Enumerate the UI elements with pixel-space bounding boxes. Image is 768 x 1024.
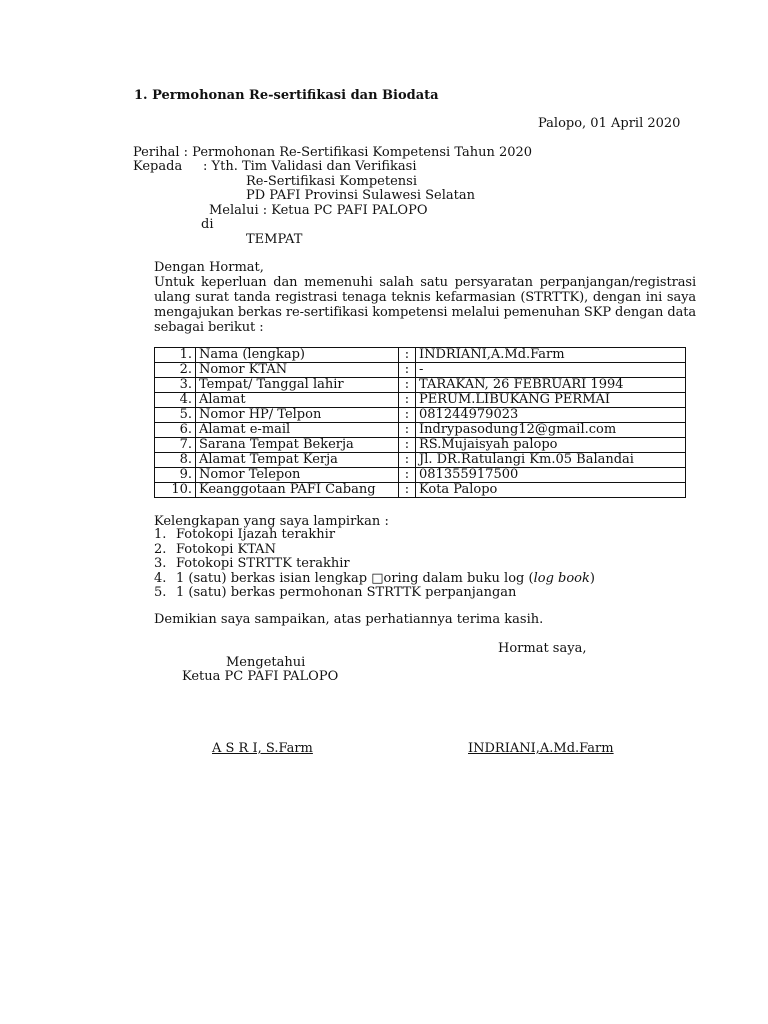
- row-separator: :: [399, 468, 416, 483]
- list-item-number: 4.: [154, 570, 167, 586]
- list-item-suffix: ): [589, 570, 595, 586]
- list-item-italic: log book: [533, 570, 590, 586]
- recipient-line-1: : Yth. Tim Validasi dan Verifikasi: [203, 159, 417, 174]
- row-value: -: [416, 363, 686, 378]
- row-label: Keanggotaan PAFI Cabang: [196, 483, 399, 498]
- attachments-title: Kelengkapan yang saya lampirkan :: [154, 514, 389, 529]
- row-number: 7.: [155, 438, 196, 453]
- list-item: [154, 586, 595, 601]
- list-item-text: Fotokopi STRTTK terakhir: [176, 556, 350, 571]
- row-value: 081355917500: [416, 468, 686, 483]
- row-separator: :: [399, 348, 416, 363]
- chair-title: Ketua PC PAFI PALOPO: [182, 669, 339, 684]
- list-item-number: 3.: [154, 556, 167, 571]
- row-number: 10.: [155, 483, 196, 498]
- table-row: [155, 483, 686, 498]
- table-row: [155, 378, 686, 393]
- row-label: Tempat/ Tanggal lahir: [196, 378, 399, 393]
- di-line: di: [201, 217, 214, 232]
- closing-sentence: Demikian saya sampaikan, atas perhatiannya terima kasih.: [154, 612, 544, 627]
- row-value: Indrypasodung12@gmail.com: [416, 423, 686, 438]
- recipient-line-3: PD PAFI Provinsi Sulawesi Selatan: [246, 188, 475, 203]
- table-row: [155, 468, 686, 483]
- list-item-text: Fotokopi Ijazah terakhir: [176, 527, 336, 542]
- row-value: INDRIANI,A.Md.Farm: [416, 348, 686, 363]
- row-value: 081244979023: [416, 408, 686, 423]
- section-heading: 1. Permohonan Re-sertifikasi dan Biodata: [134, 88, 439, 103]
- row-value: RS.Mujaisyah palopo: [416, 438, 686, 453]
- list-item-number: 5.: [154, 585, 167, 600]
- list-item: [154, 557, 595, 572]
- recipient-line-2: Re-Sertifikasi Kompetensi: [246, 174, 417, 189]
- row-separator: :: [399, 378, 416, 393]
- letter-subject: Perihal : Permohonan Re-Sertifikasi Kompetensi Tahun 2020: [133, 145, 533, 160]
- row-separator: :: [399, 363, 416, 378]
- row-separator: :: [399, 408, 416, 423]
- row-number: 6.: [155, 423, 196, 438]
- via-line: Melalui : Ketua PC PAFI PALOPO: [209, 203, 428, 218]
- row-separator: :: [399, 438, 416, 453]
- intro-paragraph: Untuk keperluan dan memenuhi salah satu persyaratan perpanjangan/registrasi ulang surat tanda registrasi tenaga teknis kefarmasian (STRTTK), dengan ini saya mengajukan berkas re-sertifikasi kompetensi melalui pemenuhan SKP dengan data sebagai berikut :: [154, 275, 696, 335]
- list-item-number: 2.: [154, 541, 167, 557]
- table-row: [155, 438, 686, 453]
- table-row: [155, 363, 686, 378]
- signatory-right: INDRIANI,A.Md.Farm: [468, 741, 614, 756]
- recipient-label: Kepada: [133, 159, 183, 174]
- table-row: [155, 423, 686, 438]
- row-number: 3.: [155, 378, 196, 393]
- row-value: TARAKAN, 26 FEBRUARI 1994: [416, 378, 686, 393]
- table-row: [155, 348, 686, 363]
- regards: Hormat saya,: [498, 641, 587, 656]
- greeting: Dengan Hormat,: [154, 260, 264, 275]
- table-row: [155, 408, 686, 423]
- signatory-left: A S R I, S.Farm: [212, 741, 313, 756]
- list-item-text: 1 (satu) berkas permohonan STRTTK perpanjangan: [176, 585, 517, 600]
- list-item-text: 1 (satu) berkas isian lengkap □oring dalam buku log (: [176, 570, 534, 586]
- list-item-text: Fotokopi KTAN: [176, 541, 276, 557]
- row-label: Nomor KTAN: [196, 363, 399, 378]
- row-number: 8.: [155, 453, 196, 468]
- row-label: Nama (lengkap): [196, 348, 399, 363]
- row-label: Sarana Tempat Bekerja: [196, 438, 399, 453]
- row-value: PERUM.LIBUKANG PERMAI: [416, 393, 686, 408]
- list-item: [154, 528, 595, 543]
- row-number: 2.: [155, 363, 196, 378]
- list-item: [154, 572, 595, 587]
- row-separator: :: [399, 453, 416, 468]
- table-row: [155, 393, 686, 408]
- acknowledged-label: Mengetahui: [226, 655, 306, 670]
- attachments-list: [154, 528, 595, 601]
- row-number: 4.: [155, 393, 196, 408]
- table-row: [155, 453, 686, 468]
- row-separator: :: [399, 483, 416, 498]
- row-value: Kota Palopo: [416, 483, 686, 498]
- row-label: Alamat Tempat Kerja: [196, 453, 399, 468]
- row-value: Jl. DR.Ratulangi Km.05 Balandai: [416, 453, 686, 468]
- row-number: 1.: [155, 348, 196, 363]
- row-separator: :: [399, 393, 416, 408]
- letter-date: Palopo, 01 April 2020: [538, 116, 681, 131]
- row-label: Alamat e-mail: [196, 423, 399, 438]
- place-line: TEMPAT: [246, 232, 303, 247]
- list-item-number: 1.: [154, 527, 167, 542]
- row-number: 5.: [155, 408, 196, 423]
- row-number: 9.: [155, 468, 196, 483]
- row-label: Alamat: [196, 393, 399, 408]
- row-label: Nomor Telepon: [196, 468, 399, 483]
- biodata-table: [154, 347, 686, 498]
- row-separator: :: [399, 423, 416, 438]
- row-label: Nomor HP/ Telpon: [196, 408, 399, 423]
- list-item: [154, 543, 595, 558]
